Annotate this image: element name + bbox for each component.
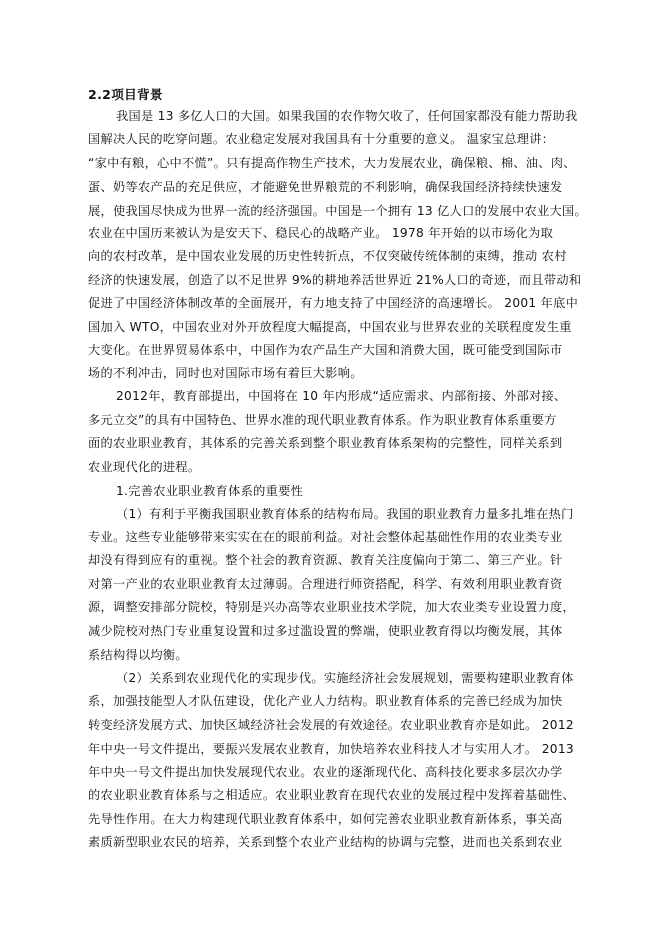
paragraph-line: “家中有粮，心中不慌”。只有提高作物生产技术，大力发展农业，确保粮、棉、油、肉、 xyxy=(88,156,576,170)
paragraph-line: 向的农村改革，是中国农业发展的历史性转折点，不仅突破传统体制的束缚，推动 农村 xyxy=(88,249,567,263)
paragraph-line: 先导性作用。在大力构建现代职业教育体系中，如何完善农业职业教育新体系，事关高 xyxy=(88,812,563,826)
paragraph-line: 源，调整安排部分院校，特别是兴办高等农业职业技术学院，加大农业类专业设置力度， xyxy=(88,600,576,614)
paragraph-line: 年中央一号文件提出加快发展现代农业。农业的逐渐现代化、高科技化要求多层次办学 xyxy=(88,765,563,779)
paragraph-line: 场的不利冲击，同时也对国际市场有着巨大影响。 xyxy=(88,366,363,380)
paragraph-line: 素质新型职业农民的培养，关系到整个农业产业结构的协调与完整，进而也关系到农业 xyxy=(88,835,563,849)
paragraph-line: 系，加强技能型人才队伍建设，优化产业人力结构。职业教育体系的完善已经成为加快 xyxy=(88,694,563,708)
paragraph-line: 却没有得到应有的重视。整个社会的教育资源、教育关注度偏向于第二、第三产业。针 xyxy=(88,553,563,567)
paragraph-line: 经济的快速发展，创造了以不足世界 9%的耕地养活世界近 21%人口的奇迹，而且带动和 xyxy=(88,273,582,287)
paragraph-line: （2）关系到农业现代化的实现步伐。实施经济社会发展规划，需要构建职业教育体 xyxy=(116,671,574,685)
paragraph-line: 多元立交”的具有中国特色、世界水准的现代职业教育体系。作为职业教育体系重要方 xyxy=(88,413,557,427)
paragraph-line: 蛋、奶等农产品的充足供应，才能避免世界粮荒的不利影响，确保我国经济持续快速发 xyxy=(88,180,563,194)
paragraph-line: 促进了中国经济体制改革的全面展开，有力地支持了中国经济的高速增长。 2001 年底中 xyxy=(88,296,579,310)
section-title: 2.2项目背景 xyxy=(88,87,163,102)
paragraph-line: 转变经济发展方式、加快区域经济社会发展的有效途径。农业职业教育亦是如此。 2012 xyxy=(88,718,574,732)
paragraph-line: 系结构得以均衡。 xyxy=(88,648,188,662)
paragraph-line: 国加入 WTO，中国农业对外开放程度大幅提高，中国农业与世界农业的关联程度发生重 xyxy=(88,320,572,334)
paragraph-line: （1）有利于平衡我国职业教育体系的结构布局。我国的职业教育力量多扎堆在热门 xyxy=(116,507,574,521)
paragraph-line: 展，使我国尽快成为世界一流的经济强国。中国是一个拥有 13 亿人口的发展中农业大国。 xyxy=(88,204,587,218)
paragraph-line: 面的农业职业教育，其体系的完善关系到整个职业教育体系架构的完整性，同样关系到 xyxy=(88,436,563,450)
paragraph-line: 大变化。在世界贸易体系中，中国作为农产品生产大国和消费大国，既可能受到国际市 xyxy=(88,343,563,357)
paragraph-line: 农业在中国历来被认为是安天下、稳民心的战略产业。 1978 年开始的以市场化为取 xyxy=(88,226,554,240)
paragraph-line: 对第一产业的农业职业教育太过薄弱。合理进行师资搭配，科学、有效利用职业教育资 xyxy=(88,577,563,591)
paragraph-line: 国解决人民的吃穿问题。农业稳定发展对我国具有十分重要的意义。 温家宝总理讲： xyxy=(88,132,555,146)
paragraph-line: 我国是 13 多亿人口的大国。如果我国的农作物欠收了，任何国家都没有能力帮助我 xyxy=(116,109,578,123)
paragraph-line: 农业现代化的进程。 xyxy=(88,460,201,474)
paragraph-line: 专业。这些专业能够带来实实在在的眼前利益。对社会整体起基础性作用的农业类专业 xyxy=(88,530,563,544)
subheading: 1.完善农业职业教育体系的重要性 xyxy=(116,484,304,498)
paragraph-line: 减少院校对热门专业重复设置和过多过滥设置的弊端，使职业教育得以均衡发展，其体 xyxy=(88,624,563,638)
paragraph-line: 年中央一号文件提出，要振兴发展农业教育，加快培养农业科技人才与实用人才。 2013 xyxy=(88,742,574,756)
paragraph-line: 的农业职业教育体系与之相适应。农业职业教育在现代农业的发展过程中发挥着基础性、 xyxy=(88,788,576,802)
paragraph-line: 2012年，教育部提出，中国将在 10 年内形成“适应需求、内部衔接、外部对接、 xyxy=(116,389,567,403)
